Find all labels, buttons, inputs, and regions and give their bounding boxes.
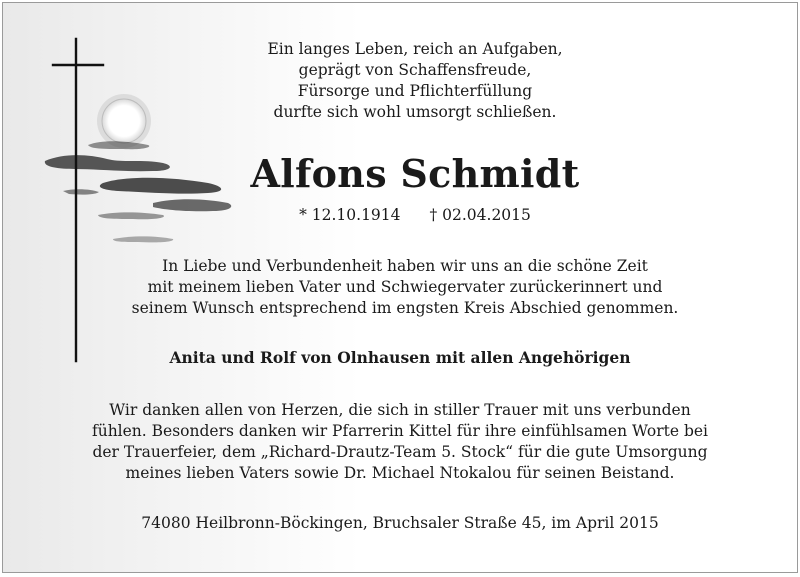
- deceased-name: Alfons Schmidt: [250, 151, 580, 196]
- verse-line: durfte sich wohl umsorgt schließen.: [273, 103, 557, 121]
- memory-paragraph: [3, 256, 797, 319]
- thanks-line: Wir danken allen von Herzen, die sich in stiller Trauer mit uns verbunden: [109, 401, 691, 419]
- mourners-signature: Anita und Rolf von Olnhausen mit allen Angehörigen: [169, 348, 631, 367]
- verse-line: Fürsorge und Pflichterfüllung: [297, 82, 533, 100]
- verse-line: Ein langes Leben, reich an Aufgaben,: [267, 40, 563, 58]
- thanks-paragraph: [3, 400, 797, 484]
- thanks-line: der Trauerfeier, dem „Richard-Drautz-Team 5. Stock“ für die gute Umsorgung: [92, 443, 708, 461]
- memory-line: In Liebe und Verbundenheit haben wir uns an die schöne Zeit: [162, 257, 648, 275]
- address-line: 74080 Heilbronn-Böckingen, Bruchsaler Straße 45, im April 2015: [141, 514, 659, 532]
- opening-verse: [3, 39, 797, 123]
- memory-line: seinem Wunsch entsprechend im engsten Kreis Abschied genommen.: [131, 299, 679, 317]
- obituary-notice: [2, 2, 798, 573]
- life-dates: [3, 206, 797, 224]
- birth-date: * 12.10.1914: [299, 206, 401, 224]
- memory-line: mit meinem lieben Vater und Schwiegervater zurückerinnert und: [147, 278, 663, 296]
- thanks-line: fühlen. Besonders danken wir Pfarrerin Kittel für ihre einfühlsamen Worte bei: [91, 422, 709, 440]
- thanks-line: meines lieben Vaters sowie Dr. Michael Ntokalou für seinen Beistand.: [125, 464, 675, 482]
- verse-line: geprägt von Schaffensfreude,: [298, 61, 532, 79]
- death-date: † 02.04.2015: [429, 206, 531, 224]
